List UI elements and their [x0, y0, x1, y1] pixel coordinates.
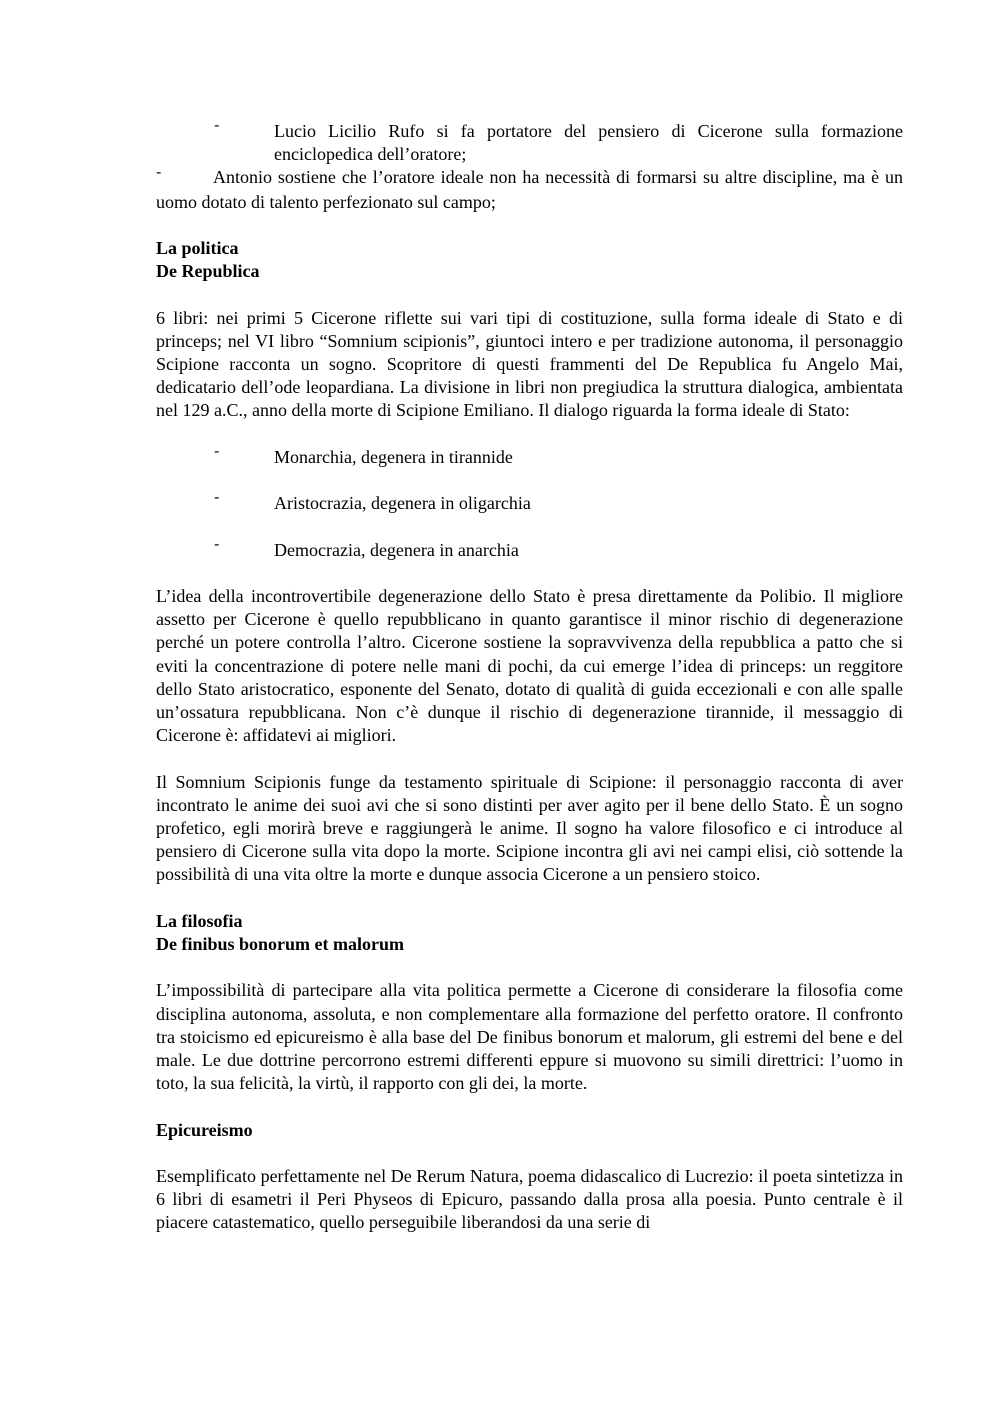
section-subheading-de-republica: De Republica [156, 261, 260, 282]
list-item-text: Aristocrazia, degenera in oligarchia [274, 493, 531, 514]
paragraph-somnium-scipionis: Il Somnium Scipionis funge da testamento spirituale di Scipione: il personaggio racconta di aver incontrato le anime dei suoi avi che si sono distinti per aver agito per il bene dello Stato. È un sogno profetico, egli morirà breve e raggiungerà le anime. Il sogno ha valore filosofico e ci introduce al pensiero di Cicerone sulla vita dopo la morte. Scipione incontra gli avi nei campi elisi, ciò sottende la possibilità di una vita oltre la morte e dunque associa Cicerone a un pensiero stoico. [156, 771, 903, 885]
bullet-dash: - [214, 116, 220, 134]
paragraph-de-finibus: L’impossibilità di partecipare alla vita politica permette a Cicerone di considerare la filosofia come disciplina autonoma, assoluta, e non complementare alla formazione del perfetto oratore. Il confronto tra stoicismo ed epicureismo è alla base del De finibus bonorum et malorum, gli estremi del bene e del male. Le due dottrine percorrono estremi differenti eppure si muovono su simili direttrici: l’uomo in toto, la sua felicità, la virtù, il rapporto con gli dei, la morte. [156, 980, 903, 1094]
bullet-item-antonio [156, 163, 903, 213]
bullet-text: Antonio sostiene che l’oratore ideale non ha necessità di formarsi su altre discipline, ma è un uomo dotato di talento perfezionato sul campo; [156, 167, 903, 212]
bullet-dash: - [156, 163, 162, 182]
list-item-text: Monarchia, degenera in tirannide [274, 446, 513, 467]
document-body [156, 116, 903, 1235]
section-heading-filosofia: La filosofia [156, 910, 243, 931]
list-item-democrazia [156, 534, 903, 562]
paragraph-degenerazione: L’idea della incontrovertibile degenerazione dello Stato è presa direttamente da Polibio. Il migliore assetto per Cicerone è quello repubblicano in quanto garantisce il minor rischio di degenerazione perché un potere controlla l’altro. Cicerone sostiene la sopravvivenza della repubblica a patto che si eviti la concentrazione di potere nelle mani di pochi, da cui emerge l’idea di princeps: un reggitore dello Stato aristocratico, esponente del Senato, dotato di qualità di guida eccezionali e con alle spalle un’ossatura repubblicana. Non c’è dunque il rischio di degenerazione tirannide, il messaggio di Cicerone è: affidatevi ai migliori. [156, 585, 903, 746]
section-heading-politica: La politica [156, 238, 239, 258]
paragraph-de-republica-intro: 6 libri: nei primi 5 Cicerone riflette sui vari tipi di costituzione, sulla forma ideale di Stato e di princeps; nel VI libro “Somnium scipionis”, giuntoci intero e per tradizione autonoma, il personaggio Scipione racconta un sogno. Scopritore di questi frammenti del De Republica fu Angelo Mai, dedicatario dell’ode leopardiana. La divisione in libri non pregiudica la struttura dialogica, ambientata nel 129 a.C., anno della morte di Scipione Emiliano. Il dialogo riguarda la forma ideale di Stato: [156, 307, 903, 421]
bullet-item-lucilio [156, 116, 903, 166]
bullet-dash: - [214, 488, 220, 507]
section-heading-epicureismo: Epicureismo [156, 1119, 253, 1140]
bullet-dash: - [214, 534, 220, 553]
list-item-aristocrazia [156, 488, 903, 515]
list-item-text: Democrazia, degenera in anarchia [274, 539, 519, 560]
bullet-text: Lucio Licilio Rufo si fa portatore del pensiero di Cicerone sulla formazione enciclopedica dell’oratore; [274, 121, 903, 165]
bullet-dash: - [214, 441, 220, 460]
paragraph-epicureismo: Esemplificato perfettamente nel De Rerum Natura, poema didascalico di Lucrezio: il poeta sintetizza in 6 libri di esametri il Peri Physeos di Epicuro, passando dalla prosa alla poesia. Punto centrale è il piacere catastematico, quello perseguibile liberandosi da una serie di [156, 1165, 903, 1233]
list-item-monarchia [156, 441, 903, 469]
section-subheading-de-finibus: De finibus bonorum et malorum [156, 933, 405, 954]
